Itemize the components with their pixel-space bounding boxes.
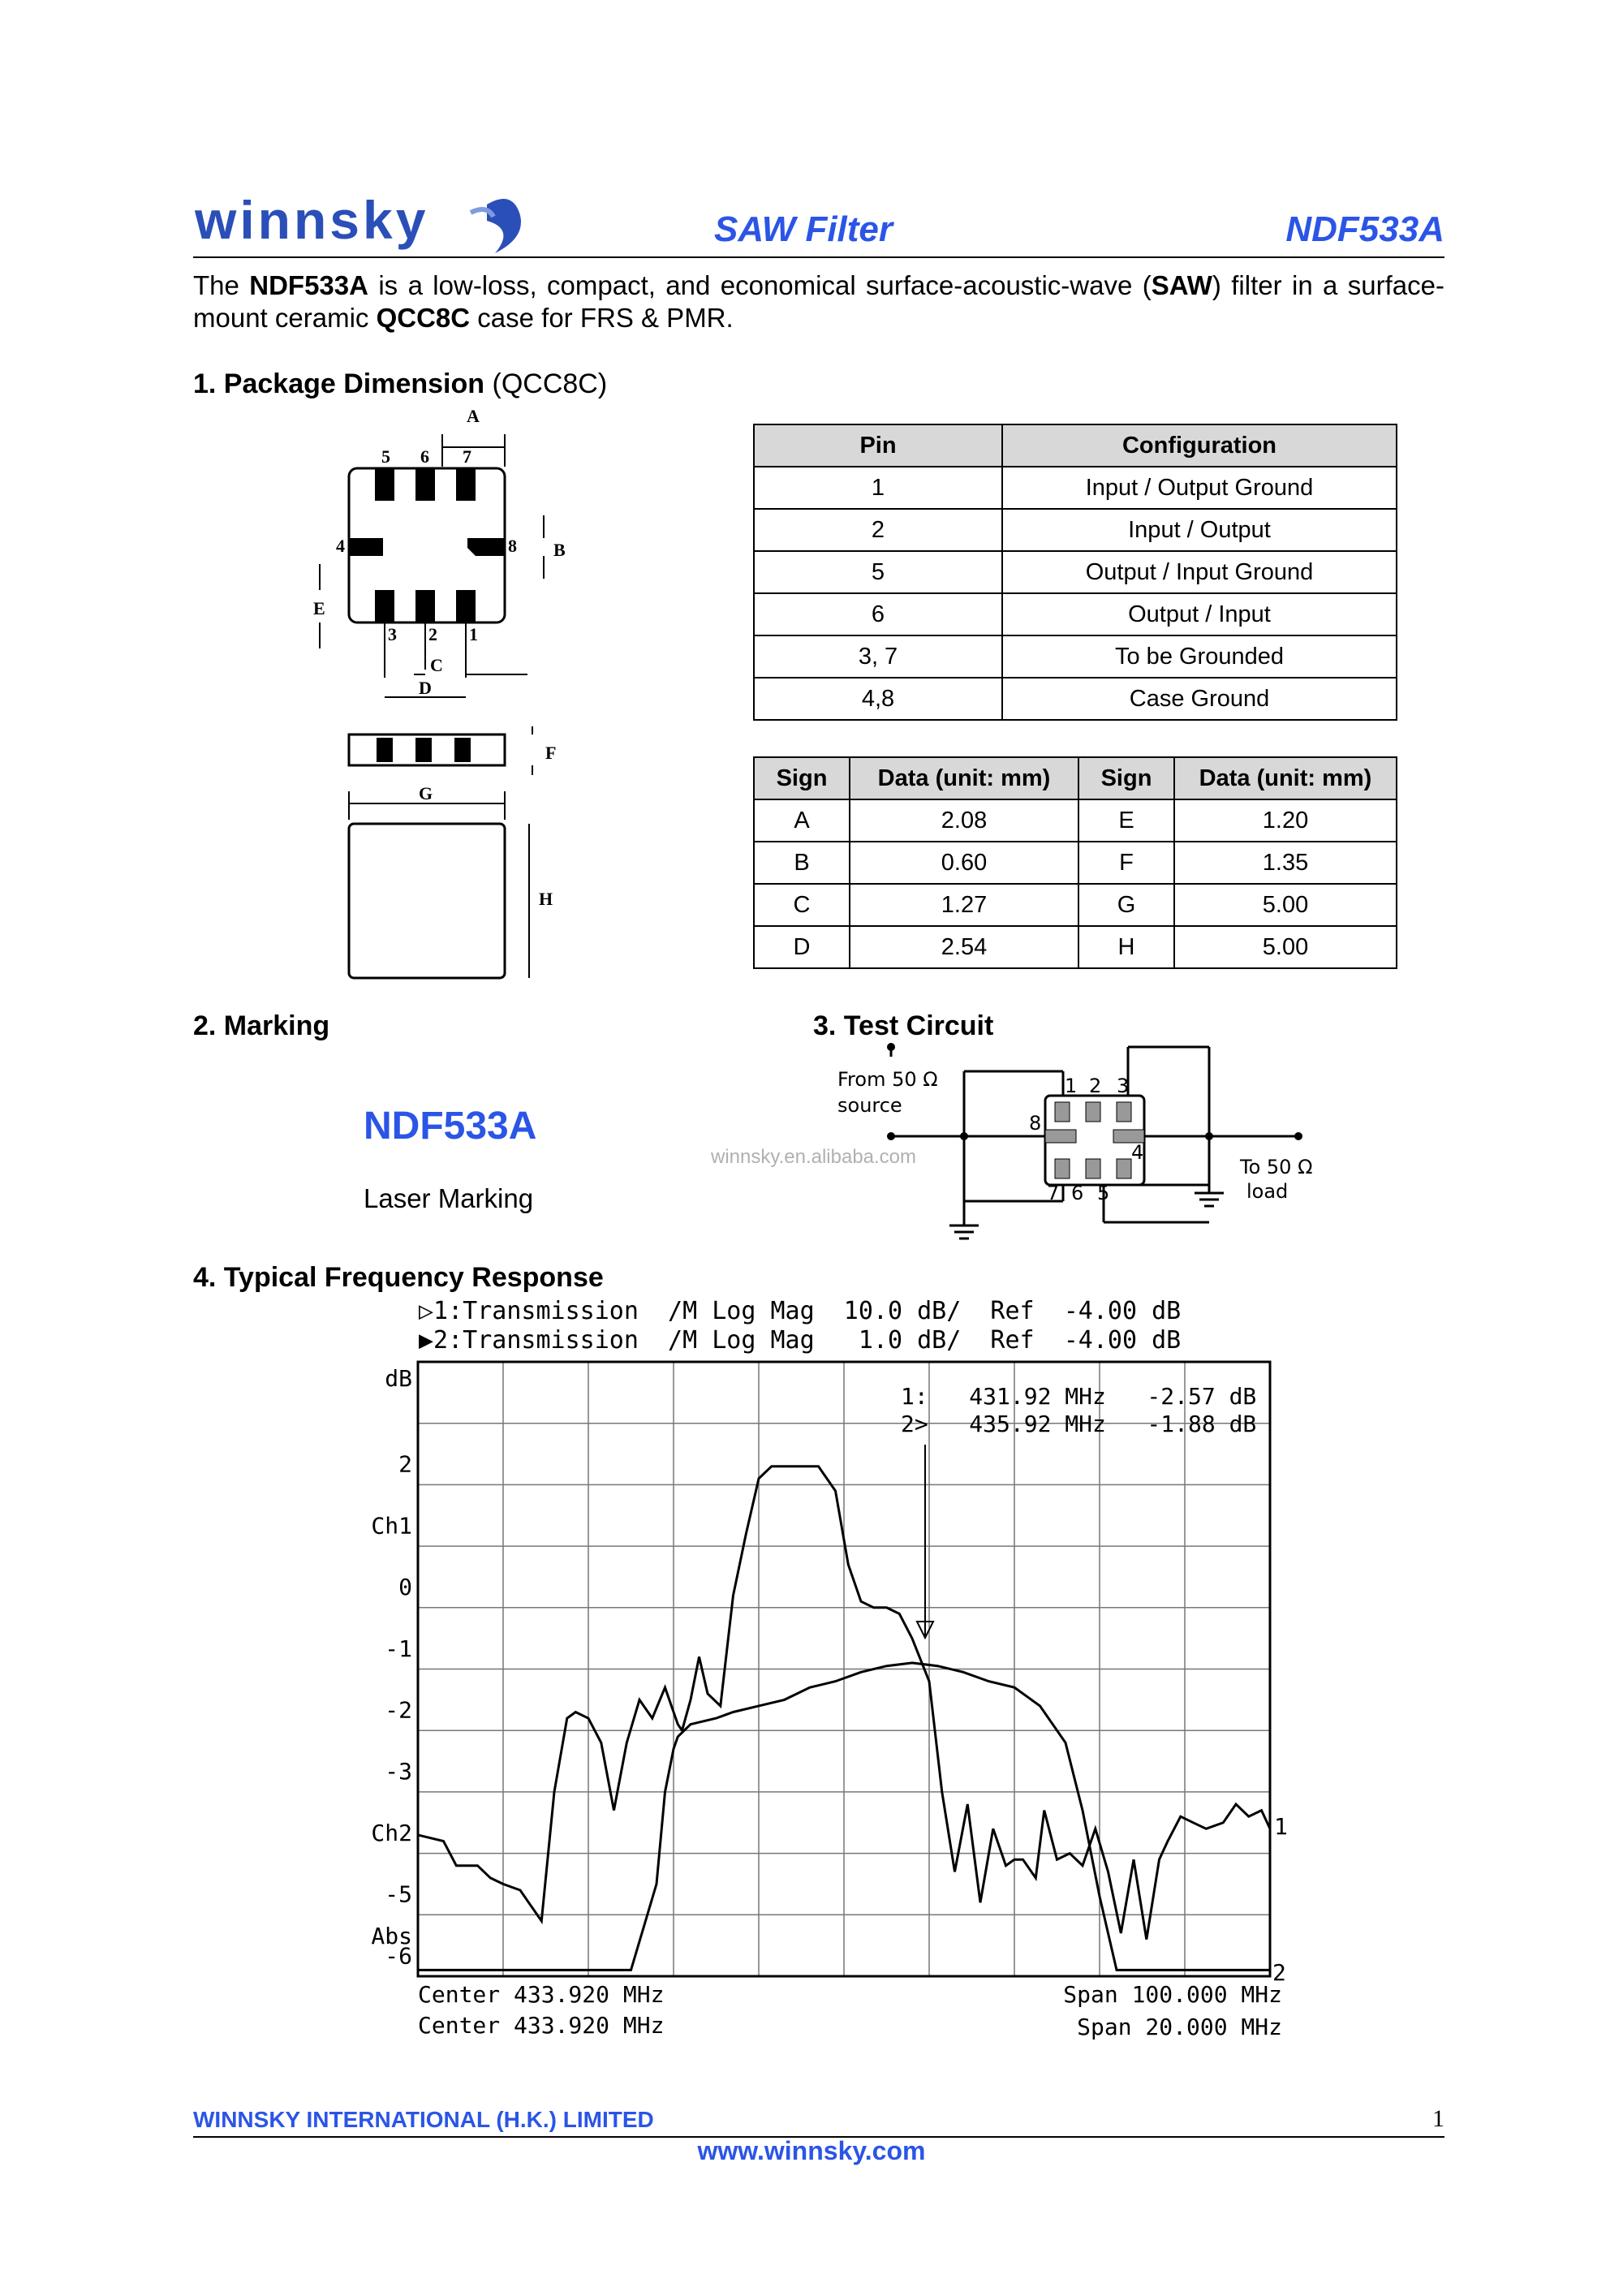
svg-text:D: D bbox=[419, 678, 432, 698]
y-tick-label: Ch1 bbox=[371, 1512, 412, 1540]
svg-text:7: 7 bbox=[1047, 1182, 1060, 1204]
svg-text:C: C bbox=[430, 655, 443, 675]
y-tick-label: dB bbox=[385, 1365, 412, 1392]
svg-text:source: source bbox=[837, 1094, 902, 1117]
center-label-2: Center 433.920 MHz bbox=[418, 2012, 665, 2039]
table-row: A 2.08 E 1.20 bbox=[754, 799, 1397, 842]
section-marking-title: 2. Marking bbox=[193, 1010, 330, 1041]
y-tick-label: -6 bbox=[385, 1942, 412, 1970]
table-row: 5 Output / Input Ground bbox=[754, 551, 1397, 593]
table-row: C 1.27 G 5.00 bbox=[754, 884, 1397, 926]
table-row: 3, 7 To be Grounded bbox=[754, 635, 1397, 678]
logo-text: winnsky bbox=[195, 190, 429, 250]
svg-text:3: 3 bbox=[388, 624, 397, 644]
center-label-1: Center 433.920 MHz bbox=[418, 1981, 665, 2008]
test-circuit-diagram bbox=[828, 1039, 1347, 1250]
svg-text:G: G bbox=[419, 783, 433, 803]
section-frequency-response-title: 4. Typical Frequency Response bbox=[193, 1262, 604, 1293]
svg-text:1: 1 bbox=[469, 624, 478, 644]
trace-1-end-label: 1 bbox=[1274, 1813, 1288, 1840]
dimension-data-table bbox=[753, 756, 1397, 969]
table-row: 2 Input / Output bbox=[754, 509, 1397, 551]
y-tick-label: Ch2 bbox=[371, 1819, 412, 1846]
table-row: D 2.54 H 5.00 bbox=[754, 926, 1397, 968]
svg-text:E: E bbox=[313, 598, 325, 618]
table-row: 1 Input / Output Ground bbox=[754, 467, 1397, 509]
footer-website[interactable]: www.winnsky.com bbox=[697, 2136, 926, 2165]
header-title: SAW Filter bbox=[714, 209, 893, 249]
marking-caption: Laser Marking bbox=[364, 1183, 534, 1213]
svg-text:7: 7 bbox=[463, 446, 471, 467]
section-test-circuit-title: 3. Test Circuit bbox=[813, 1010, 994, 1041]
svg-text:4: 4 bbox=[336, 536, 345, 556]
table-header-row: Pin Configuration bbox=[754, 424, 1397, 467]
svg-text:1: 1 bbox=[1065, 1075, 1078, 1097]
company-logo bbox=[195, 188, 536, 261]
y-tick-label: -5 bbox=[385, 1880, 412, 1908]
svg-text:load: load bbox=[1246, 1180, 1289, 1203]
header-divider bbox=[193, 256, 1444, 258]
y-tick-label: Abs bbox=[371, 1923, 412, 1949]
marker-1-readout: 1: 431.92 MHz -2.57 dB bbox=[901, 1383, 1257, 1410]
table-row: 4,8 Case Ground bbox=[754, 678, 1397, 720]
trace-2-end-label: 2 bbox=[1272, 1959, 1286, 1986]
svg-text:3: 3 bbox=[1117, 1075, 1130, 1097]
watermark: winnsky.en.alibaba.com bbox=[711, 1146, 917, 1168]
svg-text:2: 2 bbox=[1089, 1075, 1102, 1097]
marking-text: NDF533A bbox=[364, 1105, 537, 1148]
pin-configuration-table bbox=[753, 424, 1397, 721]
svg-text:B: B bbox=[553, 540, 566, 560]
page-number: 1 bbox=[1432, 2105, 1444, 2132]
section-package-title: 1. Package Dimension (QCC8C) bbox=[193, 368, 608, 399]
y-tick-label: -1 bbox=[385, 1635, 412, 1662]
svg-text:4: 4 bbox=[1131, 1141, 1144, 1164]
y-tick-label: -2 bbox=[385, 1696, 412, 1724]
frequency-response-chart bbox=[341, 1355, 1315, 2053]
svg-text:F: F bbox=[545, 743, 557, 763]
y-tick-label: 0 bbox=[398, 1574, 412, 1601]
svg-text:5: 5 bbox=[1097, 1182, 1110, 1204]
chart-header-line-1: ▷1:Transmission /M Log Mag 10.0 dB/ Ref -4.00 dB bbox=[419, 1297, 1182, 1325]
y-tick-label: -3 bbox=[385, 1758, 412, 1786]
chart-header bbox=[419, 1297, 1181, 1355]
svg-text:5: 5 bbox=[381, 446, 390, 467]
svg-text:8: 8 bbox=[508, 536, 517, 556]
package-dimension-drawing bbox=[308, 402, 592, 986]
table-row: 6 Output / Input bbox=[754, 593, 1397, 635]
marker-arrows bbox=[917, 1445, 933, 1638]
span-label-1: Span 100.000 MHz bbox=[1063, 1981, 1282, 2008]
table-header-row: Sign Data (unit: mm) Sign Data (unit: mm) bbox=[754, 757, 1397, 799]
svg-text:2: 2 bbox=[428, 624, 437, 644]
svg-text:A: A bbox=[467, 406, 480, 426]
intro-paragraph: The NDF533A is a low-loss, compact, and economical surface-acoustic-wave (SAW) filter in a surface-mount ceramic QCC8C case for FRS & PMR. bbox=[193, 270, 1444, 333]
svg-text:To 50 Ω: To 50 Ω bbox=[1240, 1156, 1313, 1178]
chart-header-line-2: ▶2:Transmission /M Log Mag 1.0 dB/ Ref -4.00 dB bbox=[419, 1326, 1182, 1355]
span-label-2: Span 20.000 MHz bbox=[1077, 2014, 1282, 2040]
svg-text:H: H bbox=[539, 889, 553, 909]
svg-text:6: 6 bbox=[420, 446, 429, 467]
table-row: B 0.60 F 1.35 bbox=[754, 842, 1397, 884]
svg-text:6: 6 bbox=[1071, 1182, 1084, 1204]
header-part-number: NDF533A bbox=[1285, 209, 1444, 249]
svg-text:From 50 Ω: From 50 Ω bbox=[837, 1068, 938, 1091]
footer-company: WINNSKY INTERNATIONAL (H.K.) LIMITED bbox=[193, 2107, 654, 2132]
svg-text:8: 8 bbox=[1029, 1112, 1042, 1135]
y-tick-label: 2 bbox=[398, 1450, 412, 1478]
marker-2-readout: 2> 435.92 MHz -1.88 dB bbox=[901, 1411, 1257, 1437]
